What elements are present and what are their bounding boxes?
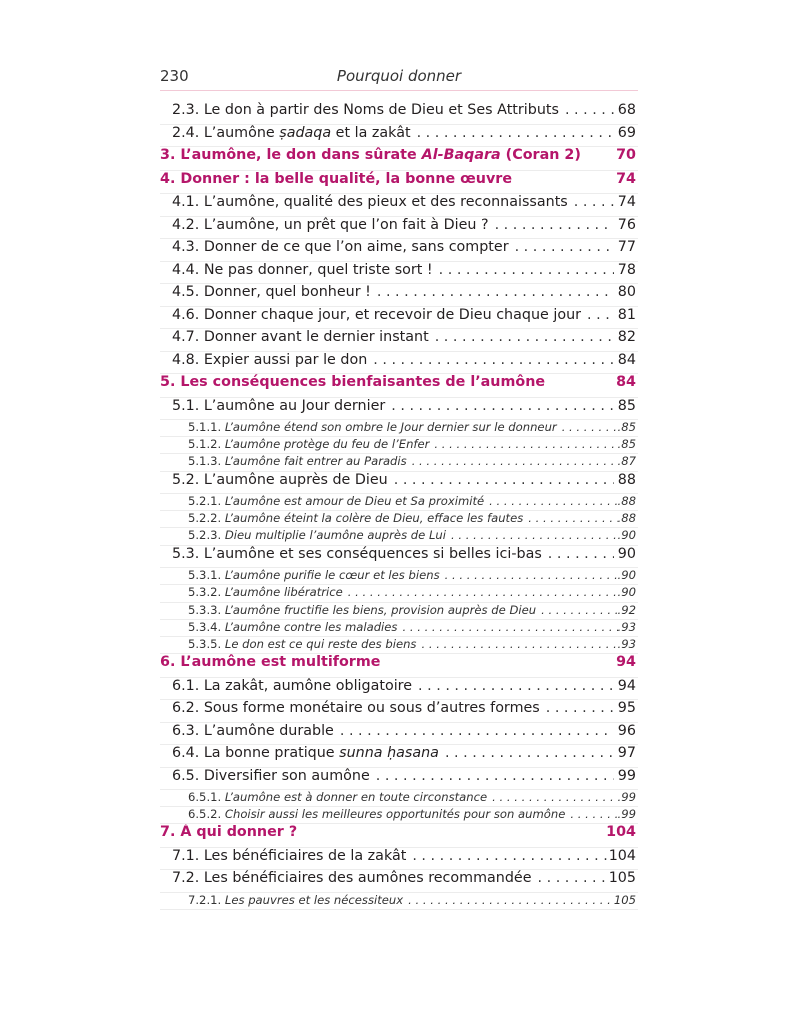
toc-subsection xyxy=(160,637,638,654)
dot-leader xyxy=(581,307,614,323)
toc-entry-text: L’aumône et ses conséquences si belles ici-bas xyxy=(203,545,542,562)
dot-leader xyxy=(343,585,618,599)
toc-entry-text: L’aumône contre les maladies xyxy=(224,619,398,634)
toc-entry-number: 6.5.2. xyxy=(188,807,225,822)
toc-subsection xyxy=(160,790,638,807)
toc-entry-label xyxy=(172,472,388,488)
toc-entry-label xyxy=(172,284,371,300)
page-number: 230 xyxy=(160,67,189,85)
toc-entry-label xyxy=(188,893,403,907)
toc-entry-text: Dieu multiplie l’aumône auprès de Lui xyxy=(224,528,446,543)
toc-entry-text: Les bénéficiaires de la zakât xyxy=(203,847,407,864)
toc-section xyxy=(160,678,638,701)
toc-section xyxy=(160,472,638,495)
toc-entry-label xyxy=(188,603,536,617)
toc-entry-label xyxy=(172,700,540,716)
toc-entry-number: 5.3.5. xyxy=(188,636,225,651)
toc-entry-label xyxy=(172,329,429,345)
toc-page-number: . 99 xyxy=(618,807,638,821)
toc-page-number: 104 xyxy=(606,824,636,841)
toc-entry-label xyxy=(172,194,568,210)
toc-entry-label xyxy=(172,723,334,739)
toc-entry-number: 6.5.1. xyxy=(188,790,225,805)
toc-entry-label xyxy=(188,637,416,651)
toc-entry-number: 5.1. xyxy=(172,397,204,414)
toc-entry-label xyxy=(172,239,509,255)
toc-entry-label xyxy=(172,352,367,368)
toc-page-number: 82 xyxy=(617,329,636,345)
toc-entry-text: Sous forme monétaire ou sous d’autres formes xyxy=(203,700,540,717)
dot-leader xyxy=(385,398,614,414)
toc-page-number: 84 xyxy=(617,351,636,368)
toc-entry-italic-term: ṣadaqa xyxy=(279,124,332,141)
toc-entry-number: 6.3. xyxy=(172,722,204,739)
toc-entry-label xyxy=(188,528,446,542)
dot-leader xyxy=(440,568,618,582)
toc-entry-number: 5.1.3. xyxy=(188,454,225,469)
toc-entry-text: Les pauvres et les nécessiteux xyxy=(224,892,404,907)
toc-entry-italic-term: Al-Baqara xyxy=(421,147,501,163)
toc-entry-text: Expier aussi par le don xyxy=(203,351,368,368)
toc-entry-text: L’aumône éteint la colère de Dieu, efface les fautes xyxy=(224,511,524,526)
dot-leader xyxy=(371,284,614,300)
toc-entry-text: L’aumône étend son ombre le Jour dernier sur le donneur xyxy=(224,420,557,434)
dot-leader xyxy=(412,678,614,694)
toc-section xyxy=(160,217,638,240)
toc-section xyxy=(160,262,638,285)
toc-entry-text: L’aumône protège du feu de l’Enfer xyxy=(224,437,430,452)
toc-subsection xyxy=(160,603,638,620)
toc-entry-text: Donner avant le dernier instant xyxy=(203,329,429,345)
toc-section xyxy=(160,700,638,723)
toc-subsection xyxy=(160,511,638,528)
toc-page-number: 95 xyxy=(617,700,636,717)
toc-entry-label xyxy=(172,768,370,784)
toc-entry-text: Donner de ce que l’on aime, sans compter xyxy=(203,239,509,255)
toc-entry-text: L’aumône est à donner en toute circonstance xyxy=(224,790,488,805)
toc-chapter xyxy=(160,824,638,848)
toc-section xyxy=(160,284,638,307)
table-of-contents xyxy=(160,102,638,910)
toc-entry-text: Les bénéficiaires des aumônes recommandée xyxy=(203,870,532,887)
toc-section xyxy=(160,307,638,330)
toc-entry-number: 4.5. xyxy=(172,284,204,300)
toc-entry-text: L’aumône fructifie les biens, provision auprès de Dieu xyxy=(224,602,537,617)
toc-entry-number: 4.6. xyxy=(172,306,204,323)
toc-subsection xyxy=(160,420,638,437)
toc-entry-text: L’aumône auprès de Dieu xyxy=(203,471,388,488)
toc-section xyxy=(160,870,638,893)
toc-entry-label xyxy=(188,437,429,451)
toc-page-number: . 88 xyxy=(618,511,638,525)
toc-entry-text: Donner : la belle qualité, la bonne œuvre xyxy=(180,170,513,187)
dot-leader xyxy=(536,603,617,617)
dot-leader xyxy=(411,125,614,141)
toc-entry-text: À qui donner ? xyxy=(180,824,298,841)
toc-entry-label xyxy=(172,678,412,694)
dot-leader xyxy=(388,472,614,488)
toc-entry-italic-term: sunna ḥasana xyxy=(339,745,439,762)
toc-entry-label xyxy=(172,262,433,278)
dot-leader xyxy=(429,437,617,451)
toc-subsection xyxy=(160,437,638,454)
toc-entry-text: Le don à partir des Noms de Dieu et Ses Attributs xyxy=(203,102,559,118)
toc-entry-label xyxy=(188,807,565,821)
toc-entry-number: 6. xyxy=(160,654,181,671)
dot-leader xyxy=(429,329,614,345)
toc-page-number: 105 xyxy=(613,892,636,907)
toc-entry-label xyxy=(172,102,559,118)
toc-subsection xyxy=(160,807,638,824)
toc-entry-number: 4.4. xyxy=(172,261,204,278)
toc-chapter xyxy=(160,171,638,195)
toc-section xyxy=(160,125,638,148)
toc-entry-label xyxy=(172,870,532,886)
toc-entry-number: 5.3.3. xyxy=(188,602,225,617)
toc-page-number: . 87 xyxy=(618,454,638,468)
toc-page-number: 94 xyxy=(617,677,636,694)
toc-entry-number: 6.4. xyxy=(172,745,204,762)
toc-entry-label xyxy=(188,568,440,582)
toc-entry-text: L’aumône purifie le cœur et les biens xyxy=(224,568,440,583)
toc-entry-label xyxy=(188,585,343,599)
toc-entry-label xyxy=(160,171,512,187)
dot-leader xyxy=(403,893,610,907)
toc-subsection xyxy=(160,620,638,637)
toc-page-number: . 99 xyxy=(618,790,638,804)
toc-entry-text: La bonne pratique xyxy=(203,745,340,762)
toc-entry-number: 5.3.4. xyxy=(188,619,225,634)
toc-entry-label xyxy=(188,620,397,634)
toc-page-number: 105 xyxy=(608,870,636,887)
toc-entry-text: et la zakât xyxy=(331,124,411,141)
toc-entry-text: Choisir aussi les meilleures opportunités pour son aumône xyxy=(224,807,566,822)
toc-page-number: 70 xyxy=(616,147,636,163)
dot-leader xyxy=(406,848,608,864)
toc-subsection xyxy=(160,893,638,910)
toc-section xyxy=(160,329,638,352)
toc-entry-label xyxy=(188,454,407,468)
toc-entry-number: 5.2.2. xyxy=(188,511,225,526)
toc-page-number: 74 xyxy=(616,170,636,187)
toc-entry-number: 5.3.1. xyxy=(188,568,225,583)
toc-page-number: . 90 xyxy=(618,528,638,542)
toc-page-number: . 93 xyxy=(618,637,638,651)
running-header xyxy=(160,60,638,91)
dot-leader xyxy=(334,723,614,739)
toc-entry-number: 7.1. xyxy=(172,847,204,864)
dot-leader xyxy=(568,194,614,210)
toc-page-number: 68 xyxy=(617,102,636,118)
toc-entry-number: 4. xyxy=(160,170,181,187)
toc-page-number: 81 xyxy=(617,306,636,323)
dot-leader xyxy=(484,494,617,508)
toc-section xyxy=(160,352,638,375)
toc-entry-number: 4.2. xyxy=(172,216,204,233)
toc-entry-text: L’aumône au Jour dernier xyxy=(203,397,386,414)
toc-subsection xyxy=(160,585,638,602)
toc-chapter xyxy=(160,374,638,398)
toc-page-number: . 88 xyxy=(618,494,638,508)
toc-page-number: . 90 xyxy=(618,568,638,582)
toc-entry-number: 6.5. xyxy=(172,767,204,784)
toc-entry-number: 2.3. xyxy=(172,102,204,118)
toc-entry-label xyxy=(160,824,297,840)
toc-entry-label xyxy=(188,790,487,804)
toc-page-number: 88 xyxy=(617,471,636,488)
toc-entry-text: L’aumône, qualité des pieux et des reconnaissants xyxy=(203,194,568,210)
toc-entry-text: L’aumône fait entrer au Paradis xyxy=(224,454,407,469)
toc-entry-label xyxy=(172,307,581,323)
toc-page-number: . 85 xyxy=(618,437,638,451)
toc-entry-label xyxy=(160,654,380,670)
toc-section xyxy=(160,768,638,791)
toc-entry-text: L’aumône est multiforme xyxy=(180,654,381,671)
toc-entry-number: 5.1.2. xyxy=(188,437,225,452)
dot-leader xyxy=(565,807,617,821)
toc-entry-number: 4.1. xyxy=(172,194,204,210)
toc-entry-number: 4.8. xyxy=(172,351,204,368)
toc-chapter xyxy=(160,654,638,678)
toc-page-number: 78 xyxy=(617,261,636,278)
toc-page-number: . 90 xyxy=(618,585,638,599)
toc-entry-number: 4.7. xyxy=(172,329,204,345)
toc-page-number: 77 xyxy=(617,239,636,255)
toc-subsection xyxy=(160,454,638,471)
toc-entry-text: L’aumône est amour de Dieu et Sa proximité xyxy=(224,494,485,509)
toc-entry-text: L’aumône, le don dans sûrate xyxy=(180,147,422,163)
toc-page-number: . 92 xyxy=(618,603,638,617)
toc-entry-label xyxy=(172,398,385,414)
toc-entry-number: 5.2. xyxy=(172,471,204,488)
toc-entry-text: Les conséquences bienfaisantes de l’aumône xyxy=(180,374,546,390)
toc-entry-number: 4.3. xyxy=(172,239,204,255)
toc-entry-number: 5.2.1. xyxy=(188,494,225,509)
dot-leader xyxy=(367,352,614,368)
toc-entry-number: 5.3. xyxy=(172,545,204,562)
dot-leader xyxy=(439,745,614,761)
dot-leader xyxy=(446,528,618,542)
dot-leader xyxy=(416,637,617,651)
toc-entry-number: 7.2.1. xyxy=(188,892,225,907)
toc-entry-text: L’aumône durable xyxy=(203,722,334,739)
toc-entry-text: Ne pas donner, quel triste sort ! xyxy=(203,261,433,278)
toc-section xyxy=(160,102,638,125)
toc-section xyxy=(160,239,638,262)
toc-entry-text: L’aumône xyxy=(203,124,280,141)
toc-entry-label xyxy=(160,374,545,390)
dot-leader xyxy=(542,546,614,562)
toc-subsection xyxy=(160,568,638,585)
toc-entry-number: 3. xyxy=(160,147,181,163)
toc-page-number: 99 xyxy=(617,767,636,784)
running-title: Pourquoi donner xyxy=(336,67,462,85)
toc-subsection xyxy=(160,494,638,511)
toc-page-number: 84 xyxy=(616,374,636,390)
toc-section xyxy=(160,398,638,421)
toc-page-number: 96 xyxy=(617,722,636,739)
dot-leader xyxy=(509,239,614,255)
toc-entry-label xyxy=(172,745,439,761)
dot-leader xyxy=(559,102,614,118)
toc-page-number: 97 xyxy=(617,745,636,762)
toc-page-number: 74 xyxy=(617,194,636,210)
toc-entry-text: (Coran 2) xyxy=(500,147,581,163)
toc-entry-number: 5.1.1. xyxy=(188,420,225,434)
toc-entry-label xyxy=(188,511,523,525)
dot-leader xyxy=(489,217,614,233)
toc-entry-text: Donner chaque jour, et recevoir de Dieu chaque jour xyxy=(203,306,582,323)
toc-entry-number: 6.2. xyxy=(172,700,204,717)
toc-entry-label xyxy=(160,147,581,163)
dot-leader xyxy=(523,511,617,525)
toc-page-number: 104 xyxy=(608,847,636,864)
toc-entry-text: Le don est ce qui reste des biens xyxy=(224,636,417,651)
dot-leader xyxy=(397,620,617,634)
toc-section xyxy=(160,745,638,768)
toc-page-number: 90 xyxy=(617,545,636,562)
toc-section xyxy=(160,848,638,871)
toc-entry-label xyxy=(172,546,542,562)
toc-page-number: 80 xyxy=(617,284,636,300)
toc-entry-number: 5.3.2. xyxy=(188,585,225,600)
toc-entry-label xyxy=(188,494,484,508)
toc-page-number: 69 xyxy=(617,124,636,141)
toc-page-number: . 85 xyxy=(618,420,638,434)
book-page xyxy=(160,60,638,910)
toc-entry-label xyxy=(172,848,406,864)
dot-leader xyxy=(433,262,614,278)
toc-entry-number: 7.2. xyxy=(172,870,204,887)
toc-entry-text: Diversifier son aumône xyxy=(203,767,370,784)
toc-entry-text: L’aumône libératrice xyxy=(224,585,343,600)
toc-entry-number: 5. xyxy=(160,374,181,390)
toc-section xyxy=(160,546,638,569)
toc-subsection xyxy=(160,528,638,545)
toc-entry-number: 5.2.3. xyxy=(188,528,225,543)
dot-leader xyxy=(487,790,617,804)
dot-leader xyxy=(532,870,609,886)
dot-leader xyxy=(557,420,618,434)
toc-entry-number: 2.4. xyxy=(172,124,204,141)
toc-entry-text: Donner, quel bonheur ! xyxy=(203,284,371,300)
toc-page-number: 85 xyxy=(617,397,636,414)
toc-section xyxy=(160,194,638,217)
toc-page-number: . 93 xyxy=(618,620,638,634)
toc-entry-label xyxy=(172,125,411,141)
toc-entry-label xyxy=(172,217,489,233)
toc-entry-text: L’aumône, un prêt que l’on fait à Dieu ? xyxy=(203,216,489,233)
toc-page-number: 76 xyxy=(617,216,636,233)
toc-entry-number: 7. xyxy=(160,824,181,841)
dot-leader xyxy=(540,700,614,716)
dot-leader xyxy=(407,454,618,468)
toc-entry-text: La zakât, aumône obligatoire xyxy=(203,677,413,694)
dot-leader xyxy=(370,768,614,784)
toc-entry-number: 6.1. xyxy=(172,677,204,694)
toc-page-number: 94 xyxy=(616,654,636,671)
toc-chapter xyxy=(160,147,638,171)
toc-section xyxy=(160,723,638,746)
toc-entry-label xyxy=(188,420,557,434)
